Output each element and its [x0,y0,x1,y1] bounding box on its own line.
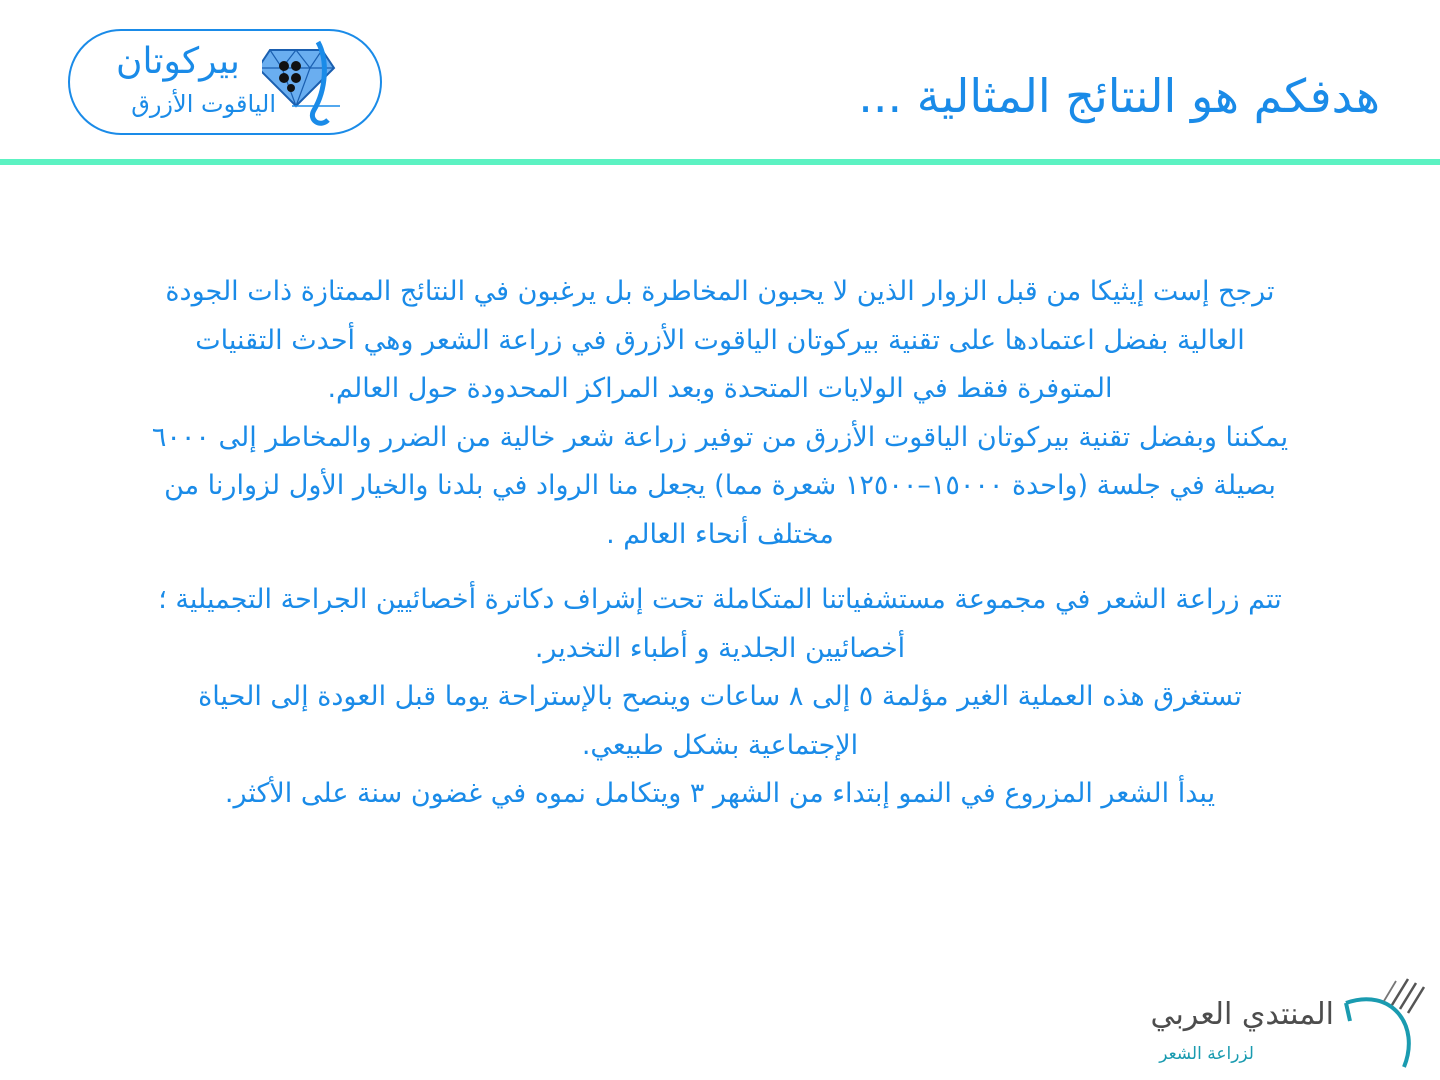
main-content [150,268,1290,819]
forum-subtitle: لزراعة الشعر [1159,1044,1254,1064]
forum-name: المنتدي العربي [1150,997,1334,1032]
blue-diamond-hair-icon [262,40,342,130]
header-divider [0,159,1440,165]
paragraph-intro: ترجح إست إيثيكا من قبل الزوار الذين لا يحبون المخاطرة بل يرغبون في النتائج الممتازة ذات الجودة العالية بفضل اعتمادها على تقنية بيركوتان الياقوت الأزرق في زراعة الشعر وهي أحدث التقنيات المتوفرة فقط في الولايات المتحدة وبعد المراكز المحدودة حول العالم. [165,276,1275,404]
paragraph-growth: يبدأ الشعر المزروع في النمو إبتداء من الشهر ٣ ويتكامل نموه في غضون سنة على الأكثر. [224,778,1216,809]
paragraph-duration: تستغرق هذه العملية الغير مؤلمة ٥ إلى ٨ ساعات وينصح بالإستراحة يوما قبل العودة إلى الحياة الإجتماعية بشكل طبيعي. [198,681,1242,761]
brand-tagline: الياقوت الأزرق [131,90,276,118]
paragraph-supervision: تتم زراعة الشعر في مجموعة مستشفياتنا المتكاملة تحت إشراف دكاترة أخصائيين الجراحة التجميلية ؛ أخصائيين الجلدية و أطباء التخدير. [158,584,1282,664]
paragraph-technique: يمكننا وبفضل تقنية بيركوتان الياقوت الأزرق من توفير زراعة شعر خالية من الضرر والمخاطر إلى ٦٠٠٠ بصيلة في جلسة (واحدة ١٥٠٠٠–١٢٥٠٠ شعرة مما) يجعل منا الرواد في بلدنا والخيار الأول لزوارنا من مختلف أنحاء العالم . [151,421,1289,550]
brand-name: بيركوتان [116,41,240,82]
page-title: هدفكم هو النتائج المثالية ... [858,69,1380,123]
